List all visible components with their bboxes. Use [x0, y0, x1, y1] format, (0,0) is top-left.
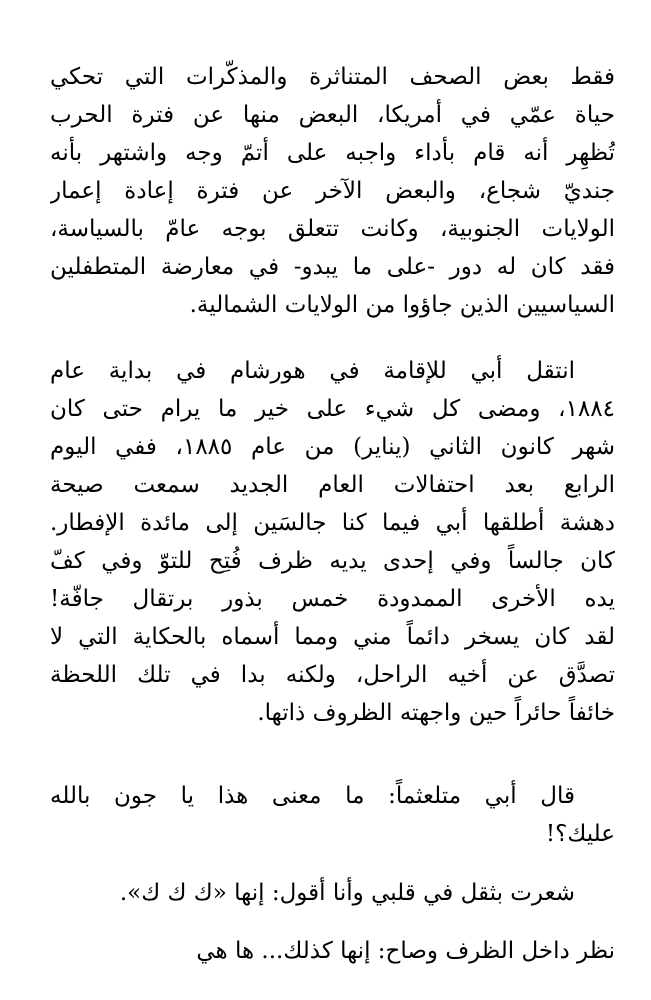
- text-line: عليك؟!: [545, 821, 615, 847]
- text-line: تُظهِر أنه قام بأداء واجبه على أتمّ وجه واشتهر بأنه: [50, 140, 615, 166]
- text-line: تصدَّق عن أخيه الراحل، ولكنه بدا في تلك اللحظة: [50, 662, 615, 688]
- text-line: شعرت بثقل في قلبي وأنا أقول: إنها «ك ك ك».: [119, 880, 575, 906]
- text-line: شهر كانون الثاني (يناير) من عام ١٨٨٥، ففي اليوم: [50, 434, 615, 460]
- text-line: لقد كان يسخر دائماً مني ومما أسماه بالحكاية التي لا: [50, 624, 615, 650]
- text-line: الرابع بعد احتفالات العام الجديد سمعت صيحة: [50, 472, 615, 498]
- text-line: فقد كان له دور -على ما يبدو- في معارضة المتطفلين: [50, 254, 615, 280]
- paragraph-father-horsham: [50, 352, 615, 732]
- text-line: فقط بعض الصحف المتناثرة والمذكّرات التي تحكي: [50, 64, 615, 90]
- text-line: حياة عمّي في أمريكا، البعض منها عن فترة الحرب: [50, 102, 615, 128]
- text-line: انتقل أبي للإقامة في هورشام في بداية عام: [50, 358, 575, 384]
- paragraph-uncle-papers: [50, 58, 615, 324]
- paragraph-father-question: [50, 777, 615, 853]
- text-line: قال أبي متلعثماً: ما معنى هذا يا جون بالله: [50, 783, 575, 809]
- text-line: دهشة أطلقها أبي فيما كنا جالسَين إلى مائدة الإفطار.: [50, 510, 615, 536]
- text-line: يده الأخرى الممدودة خمس بذور برتقال جافّة!: [50, 586, 615, 612]
- text-line: خائفاً حائراً حين واجهته الظروف ذاتها.: [257, 700, 615, 726]
- text-line: جنديّ شجاع، والبعض الآخر عن فترة إعادة إعمار: [50, 178, 615, 204]
- text-line: كان جالساً وفي إحدى يديه ظرف فُتِح للتوّ وفي كفّ: [50, 548, 615, 574]
- text-line: ١٨٨٤، ومضى كل شيء على خير ما يرام حتى كان: [50, 396, 615, 422]
- text-line: الولايات الجنوبية، وكانت تتعلق بوجه عامّ بالسياسة،: [50, 216, 615, 242]
- paragraph-envelope: [50, 932, 615, 970]
- text-line: نظر داخل الظرف وصاح: إنها كذلك... ها هي: [196, 938, 615, 964]
- text-line: السياسيين الذين جاؤوا من الولايات الشمالية.: [189, 292, 615, 318]
- paragraph-kkk: [50, 874, 615, 912]
